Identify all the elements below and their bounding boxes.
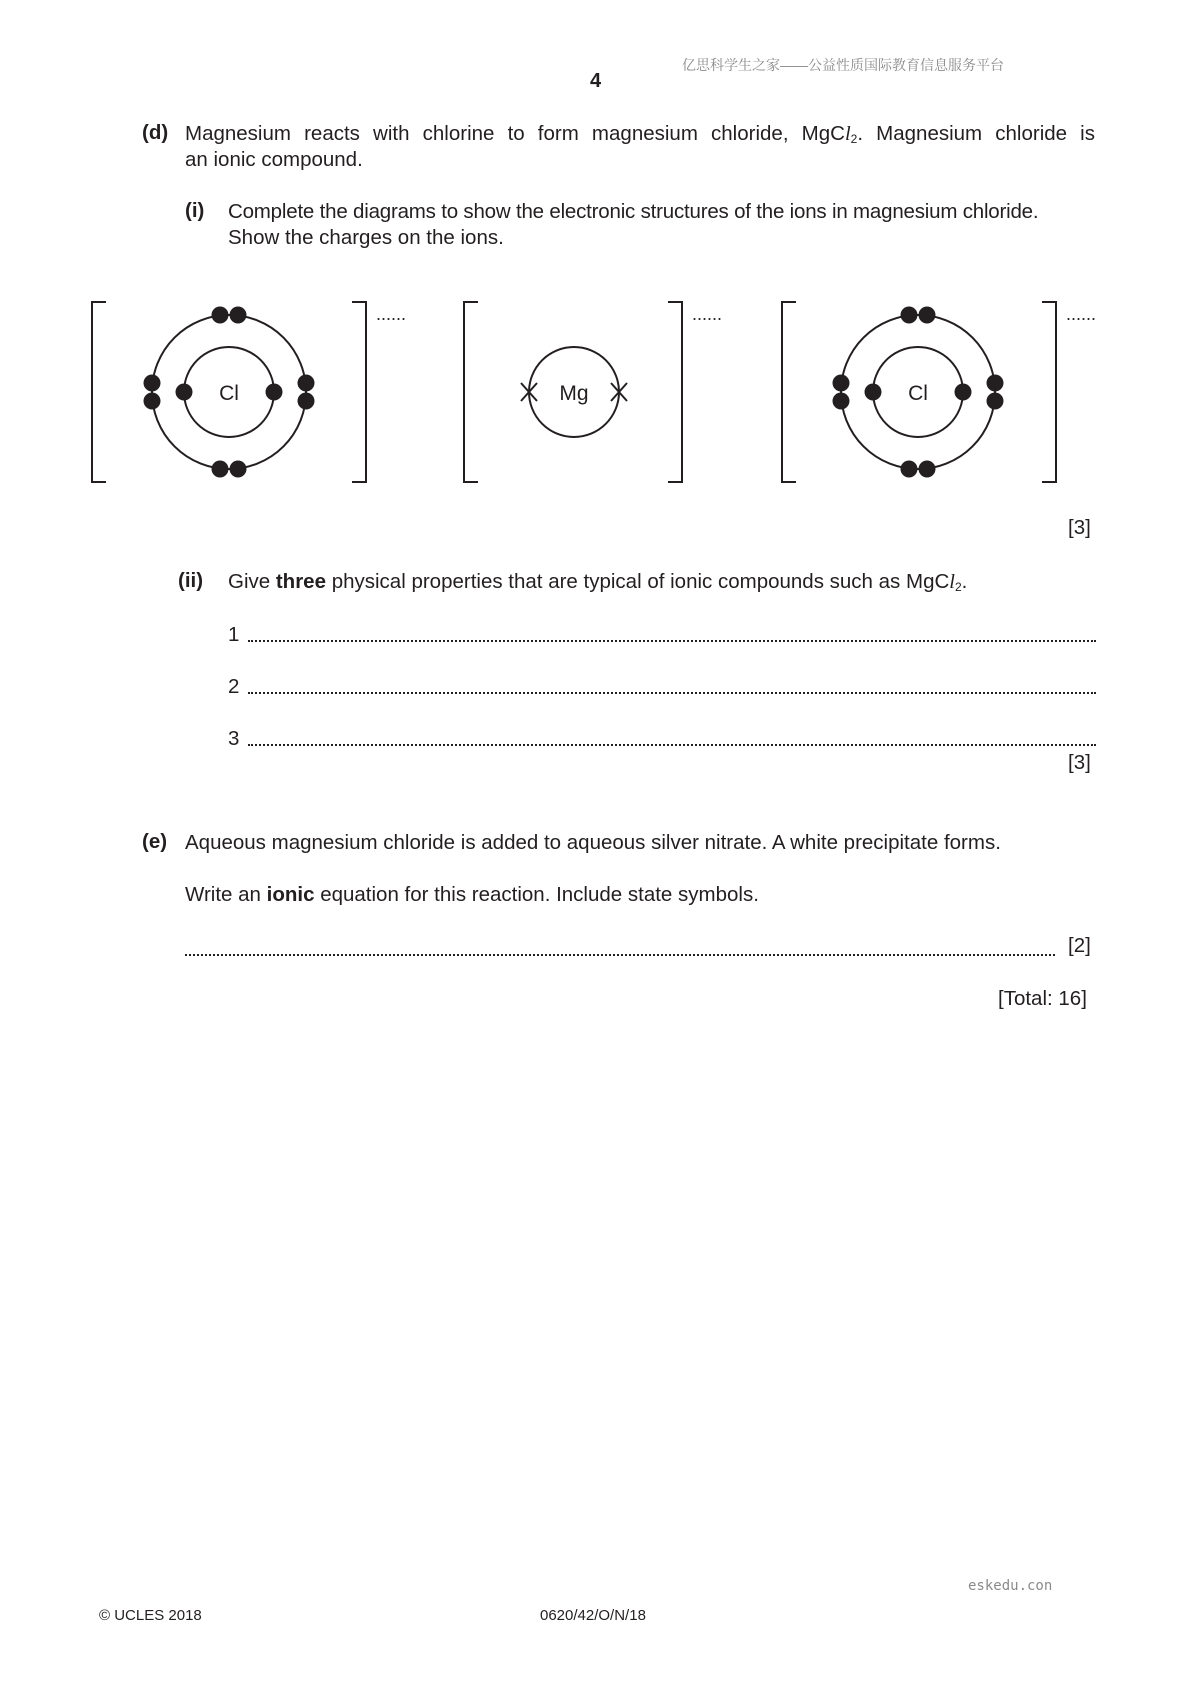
- sub-i-question-line2: Show the charges on the ions.: [228, 226, 504, 249]
- middle-ion-charge-blank[interactable]: ......: [692, 304, 723, 324]
- watermark-header: 亿思科学生之家——公益性质国际教育信息服务平台: [682, 57, 1004, 73]
- electron-dot: [901, 307, 918, 324]
- part-d-text-line1: Magnesium reacts with chlorine to form magnesium chloride, MgCl$_2$. Magnesium chloride is: [185, 122, 1095, 146]
- part-d-text-line2: an ionic compound.: [185, 148, 363, 171]
- sub-ii-question: Give three physical properties that are typical of ionic compounds such as MgCl$_2$.: [228, 570, 968, 594]
- part-e-label: (e): [142, 830, 168, 853]
- electron-dot: [230, 461, 247, 478]
- answer-number-2: 2: [228, 675, 240, 698]
- electron-dot: [919, 307, 936, 324]
- part-e-marks: [2]: [1068, 934, 1091, 957]
- electron-dot: [144, 393, 161, 410]
- part-d-label: (d): [142, 121, 169, 144]
- question-total: [Total: 16]: [998, 987, 1087, 1010]
- paper-code: 0620/42/O/N/18: [540, 1607, 646, 1624]
- left-ion-symbol: Cl: [219, 382, 239, 405]
- electron-dot: [298, 375, 315, 392]
- electron-dot: [144, 375, 161, 392]
- sub-i-question-line1: Complete the diagrams to show the electronic structures of the ions in magnesium chloride.: [228, 200, 1039, 223]
- electron-dot: [176, 384, 193, 401]
- electron-dot: [955, 384, 972, 401]
- answer-line-1[interactable]: [248, 640, 1096, 642]
- electron-dot: [987, 393, 1004, 410]
- electron-dot: [987, 375, 1004, 392]
- sub-ii-label: (ii): [178, 569, 204, 592]
- electron-dot: [212, 461, 229, 478]
- part-e-line1: Aqueous magnesium chloride is added to aqueous silver nitrate. A white precipitate forms.: [185, 831, 1001, 854]
- electron-dot: [833, 375, 850, 392]
- middle-ion-symbol: Mg: [559, 382, 589, 405]
- page-number: 4: [590, 70, 602, 92]
- electron-dot: [266, 384, 283, 401]
- right-ion-open-bracket: [782, 302, 796, 482]
- electron-dot: [919, 461, 936, 478]
- electron-dot: [865, 384, 882, 401]
- answer-number-1: 1: [228, 623, 240, 646]
- left-ion-charge-blank[interactable]: ......: [376, 304, 407, 324]
- sub-ii-marks: [3]: [1068, 751, 1091, 774]
- answer-number-3: 3: [228, 727, 240, 750]
- right-ion-close-bracket: [1042, 302, 1056, 482]
- sub-i-label: (i): [185, 199, 205, 222]
- electron-dot: [901, 461, 918, 478]
- electron-dot: [833, 393, 850, 410]
- middle-ion-open-bracket: [464, 302, 478, 482]
- right-ion-charge-blank[interactable]: ......: [1066, 304, 1097, 324]
- part-e-line2: Write an ionic equation for this reaction. Include state symbols.: [185, 883, 759, 906]
- watermark-footer: eskedu.con: [968, 1578, 1053, 1594]
- sub-i-marks: [3]: [1068, 516, 1091, 539]
- electron-dot: [212, 307, 229, 324]
- answer-line-2[interactable]: [248, 692, 1096, 694]
- part-e-answer-line[interactable]: [185, 954, 1055, 956]
- copyright: © UCLES 2018: [99, 1607, 202, 1624]
- left-ion-open-bracket: [92, 302, 106, 482]
- ion-diagrams: [0, 290, 1191, 490]
- electron-dot: [298, 393, 315, 410]
- electron-dot: [230, 307, 247, 324]
- left-ion-close-bracket: [352, 302, 366, 482]
- right-ion-symbol: Cl: [908, 382, 928, 405]
- answer-line-3[interactable]: [248, 744, 1096, 746]
- middle-ion-close-bracket: [668, 302, 682, 482]
